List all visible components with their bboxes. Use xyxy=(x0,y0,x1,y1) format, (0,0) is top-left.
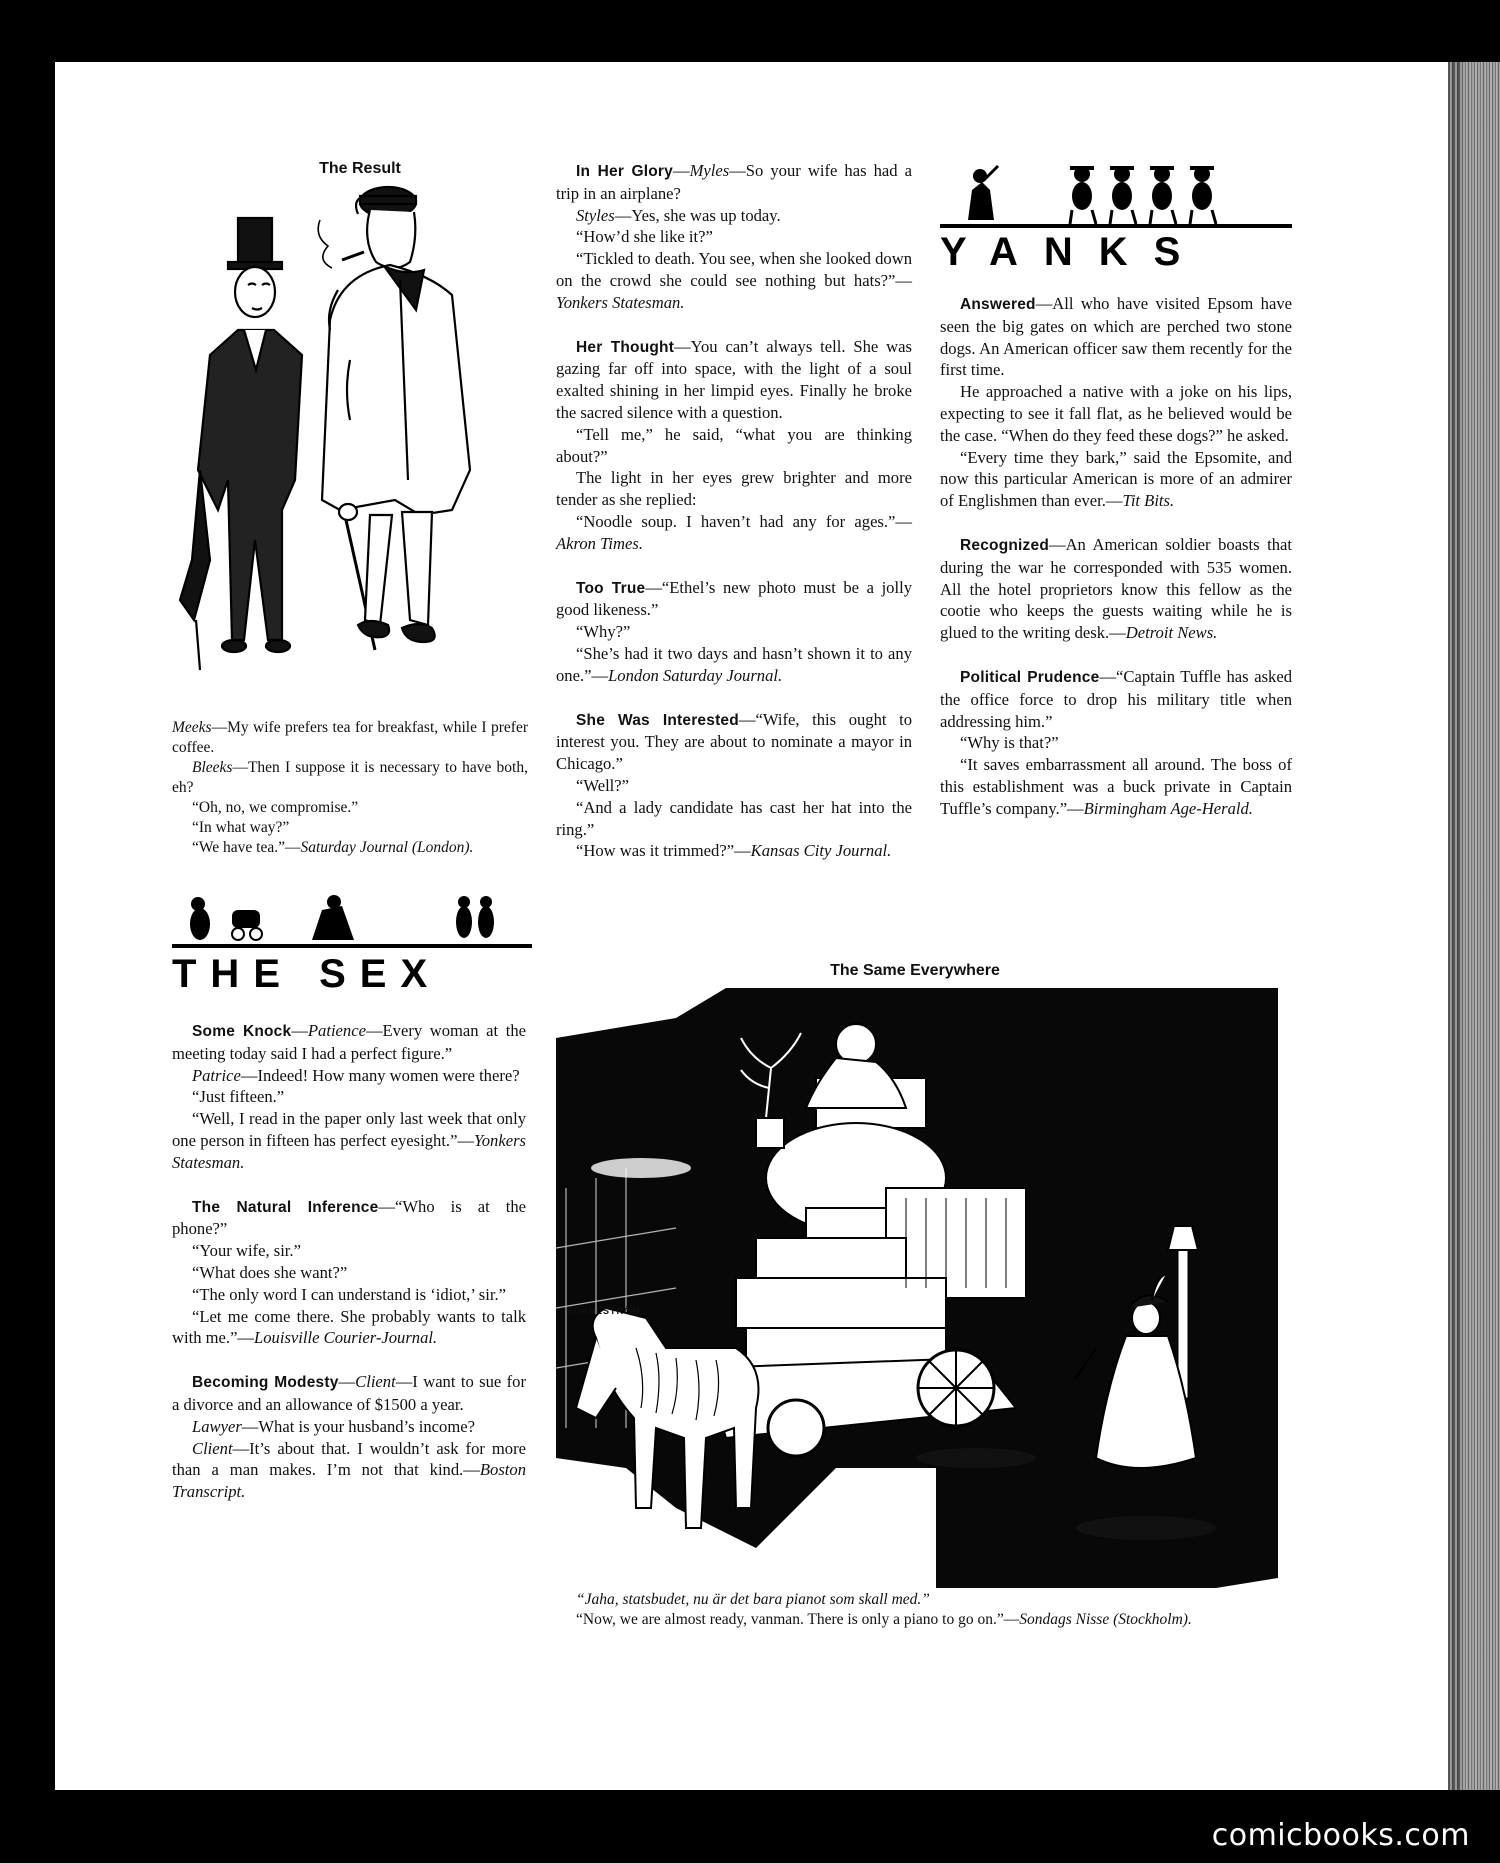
caption-source: Sondags Nisse (Stockholm). xyxy=(1019,1611,1192,1628)
banner-yanks: YANKS xyxy=(940,230,1207,274)
the-sex-banner-silhouettes xyxy=(172,888,532,948)
column-1-jokes: Some Knock—Patience—Every woman at the meeting today said I had a perfect figure.” Patrice—Indeed! How many women were there? “Just fifteen.” “Well, I read in the paper only last week that only one person in fifteen has perfect eyesight.”—Yonkers Statesman. The Natural Inference—“Who is at the phone?” “Your wife, sir.” “What does she want?” “The only word I can understand is ‘idiot,’ sir.” “Let me come there. She probably wants to talk with me.”—Louisville Courier-Journal. Becoming Modesty—Client—I want to sue for a divorce and an allowance of $1500 a year. Lawyer—What is your husband’s income? Client—It’s about that. I wouldn’t ask for more than a man makes. I’m not that kind.—Boston Transcript. xyxy=(172,1021,526,1502)
cartoon-two-gentlemen xyxy=(170,180,550,705)
joke-headline: Her Thought xyxy=(576,338,675,356)
joke-headline: Some Knock xyxy=(192,1023,292,1040)
caption-same-everywhere xyxy=(556,1590,1278,1630)
joke-headline: Answered xyxy=(960,296,1036,313)
illustration-title-the-result: The Result xyxy=(319,160,401,177)
joke-headline: She Was Interested xyxy=(576,711,739,729)
watermark: comicbooks.com xyxy=(1211,1818,1470,1853)
joke-headline: Political Prudence xyxy=(960,668,1100,686)
yanks-banner-soldiers xyxy=(940,160,1292,228)
caption-english: “Now, we are almost ready, vanman. There is only a piano to go on.”— xyxy=(576,1611,1020,1628)
joke-headline: Too True xyxy=(576,579,646,597)
column-3-jokes: Answered—All who have visited Epsom have seen the big gates on which are perched two stone dogs. An American officer saw them recently for the first time. He approached a native with a joke on his lips, expecting to see it fall flat, as he believed would be the case. “When do they feed these dogs?” he asked. “Every time they bark,” said the Epsomite, and now this particular American is more of an admirer of Englishmen than ever.—Tit Bits. Recognized—An American soldier boasts that during the war he corresponded with 535 women. All the hotel proprietors know this fellow as the cootie who keeps the guests waiting while he is glued to the writing desk.—Detroit News. Political Prudence—“Captain Tuffle has asked the office force to drop his military title when addressing him.” “Why is that?” “It saves embarrassment all around. The boss of this establishment was a buck private in Captain Tuffle’s company.”—Birmingham Age-Herald. xyxy=(940,294,1292,818)
caption-swedish: “Jaha, statsbudet, nu är det bara pianot som skall med.” xyxy=(576,1591,930,1608)
column-2-jokes: In Her Glory—Myles—So your wife has had a trip in an airplane? Styles—Yes, she was up today. “How’d she like it?” “Tickled to death. You see, when she looked down on the crowd she could see nothing but hats?”—Yonkers Statesman. Her Thought—You can’t always tell. She was gazing far off into space, with the light of a soul exalted shining in her limpid eyes. Finally he broke the sacred silence with a question. “Tell me,” he said, “what you are thinking about?” The light in her eyes grew brighter and more tender as she replied: “Noodle soup. I haven’t had any for ages.”—Akron Times. Too True—“Ethel’s new photo must be a jolly good likeness.” “Why?” “She’s had it two days and hasn’t shown it to any one.”—London Saturday Journal. She Was Interested—“Wife, this ought to interest you. They are about to nominate a mayor in Chicago.” “Well?” “And a lady candidate has cast her hat into the ring.” “How was it trimmed?”—Kansas City Journal. xyxy=(556,161,913,861)
joke-headline: Becoming Modesty xyxy=(192,1374,339,1392)
joke-headline: Recognized xyxy=(960,536,1049,554)
artist-signature: HOAHLSTRÖM xyxy=(566,1306,641,1316)
book-page-edges-inner xyxy=(1462,62,1500,1790)
cartoon-moving-cart xyxy=(556,988,1278,1588)
joke-headline: The Natural Inference xyxy=(192,1198,379,1216)
page-spine xyxy=(52,62,55,1790)
speaker: Meeks xyxy=(172,719,212,736)
caption-the-result: Meeks—My wife prefers tea for breakfast, while I prefer coffee. Bleeks—Then I suppose it is necessary to have both, eh? “Oh, no, we compromise.” “In what way?” “We have tea.”—Saturday Journal (London). xyxy=(172,719,528,856)
illustration-title-same-everywhere: The Same Everywhere xyxy=(830,962,1000,979)
joke-headline: In Her Glory xyxy=(576,163,673,180)
banner-the-sex: THE SEX xyxy=(172,952,442,996)
